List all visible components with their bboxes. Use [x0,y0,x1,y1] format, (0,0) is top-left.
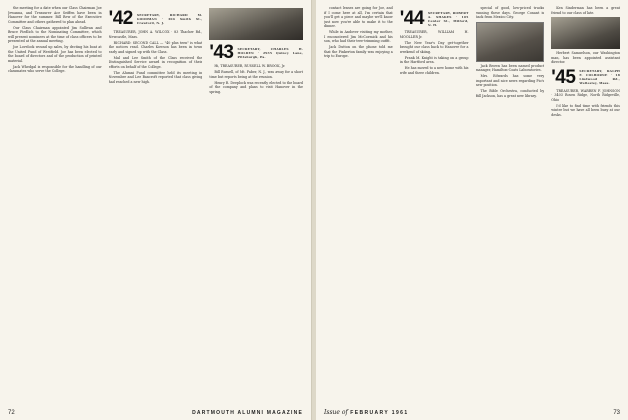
portrait-photo [209,8,303,40]
paragraph: TREASURER, WARREN F. JOHNSON · 3403 Rosen Ridge, North Ridgeville, Ohio [551,88,620,102]
column [476,6,545,400]
column [109,6,203,400]
paragraph: Ken Sinderman has been a great friend to our class of late. [551,6,620,15]
paragraph: Henry R. Deeplock was recently elected to the board of the company and plans to visit Hanover in the spring. [209,80,304,94]
class-secretary: SECRETARY, CHARLES H. HOLDEN · 2935 Quincy Lane, Pittsburgh, Pa. [237,46,304,59]
class-year: '42 [108,8,133,29]
paragraph: Frank M. Knight is taking on a group in the Hartford area. [399,55,469,65]
class-secretary: SECRETARY, ROBERT A. SHAKES · 105 Center St., Milford, N. H. [427,10,469,27]
column [324,6,393,400]
left-page [0,0,312,420]
class-secretary: SECRETARY, RALPH F. COLBORNE · 18 Lindwood Rd., Wellesley, Mass. [579,69,620,85]
paragraph: Jack Brown has been named product manager, Hamilton-Coats Laboratories. [475,63,545,72]
paragraph: Herbert Samuelson, our Washington man, has been appointed assistant director. [551,51,620,64]
class-section-header [209,43,303,62]
class-section-header [551,68,620,87]
paragraph: TREASURER, WILLIAM H. MOOLLER Jr. [399,30,469,39]
issue-label: Issue of [324,409,348,416]
left-columns [8,6,303,400]
paragraph: Hi, TREASURER, RUSSELL W. BROOK, Jr. [214,64,286,68]
column [8,6,102,400]
class-section-header [400,9,469,28]
paragraph: The Bible Orchestra, conducted by Bill Jackson, has a great new library. [475,89,545,98]
paragraph: Mal and Lee Smith of the Class received the Distinguished Service award in recognition of their efforts on behalf of the College. [108,55,203,69]
paragraph: the meeting for a date when our Class Chairman Joe Jewanna, and Treasurer Ace Seiffen have been in Hanover for the summer. Bill Rew of the Executive Committee and others gathered to plan ahead. [8,6,102,24]
paragraph: Our Class Chairman appointed Jim Sullivan and Bruce Fiedlich to the Nominating Committee, which will present nominees at the time of class officers to be presented at the annual meeting. [8,25,102,44]
class-year: '43 [209,42,234,63]
paragraph: Jack Dutton on the phone told me that the Pinkerton family was enjoying a trip to Europe. [324,45,393,59]
paragraph: special of good, low-priced trucks running these days. George Conant is back from Mexico City. [475,6,545,19]
right-footer [324,409,620,416]
magazine-title: DARTMOUTH ALUMNI MAGAZINE [192,410,303,416]
class-section-header [109,9,203,28]
page-number: 72 [8,410,15,416]
page-number: 73 [613,410,620,416]
paragraph: contact lenses are going for Joe, and if I come here at all, I'm certain that you'll get a piece and maybe we'll know just now you're able to make it to the dinner. [324,6,393,28]
left-footer [8,410,303,416]
paragraph: Joe Lovelock wound up sales, by decting his boat at the United Fund of Westfield. Joe has been elected to the board of directors and of the production of printed material. [8,45,102,63]
paragraph: RICHARD: SECOND CALL — "40 plus teen" is what the notices read. Charles Kowson has been in town early and signed up with the Class. [108,40,203,54]
column [551,6,620,400]
paragraph: The New Year's Day get-together brought our class back to Hanover for a weekend of skiing. [399,40,469,54]
paragraph: The Alumni Fund committee held its meeting in November and Lee Bancroft reported that class giving had reached a new high. [108,70,203,84]
paragraph: Jack Whedgal is responsible for the handling of our classmates who serve the College. [8,64,102,74]
paragraph: While in Andover visiting my mother, I encountered Jim McCormick and his son, who had their tree-trimming outfit. [324,30,393,44]
class-secretary: SECRETARY, RICHARD M. GOODMAN · 304 Smith St., Crawford, N. J. [136,12,203,25]
right-page [316,0,628,420]
right-columns [324,6,620,400]
paragraph: Bill Russell, of Mt. Faber, N. J., was away for a short time but reports being at the reunion. [209,70,304,79]
column [400,6,469,400]
portrait-photo [551,17,620,49]
paragraph: Mrs. Edwards has some very important and nice news regarding Pio's new position. [475,74,545,88]
column [209,6,303,400]
paragraph: TREASURER, JOHN A. WILCOX · 83 Thacher Rd., Newcastle, Mass. [108,30,203,39]
class-year: '44 [399,8,424,29]
class-year: '45 [551,66,576,88]
paragraph: I'd like to find time with friends this winter but we have all been busy at our desks. [551,103,620,117]
paragraph: He has moved to a new home with his wife and three children. [399,66,469,75]
portrait-photo [476,22,545,62]
issue-date: FEBRUARY 1961 [350,410,409,416]
